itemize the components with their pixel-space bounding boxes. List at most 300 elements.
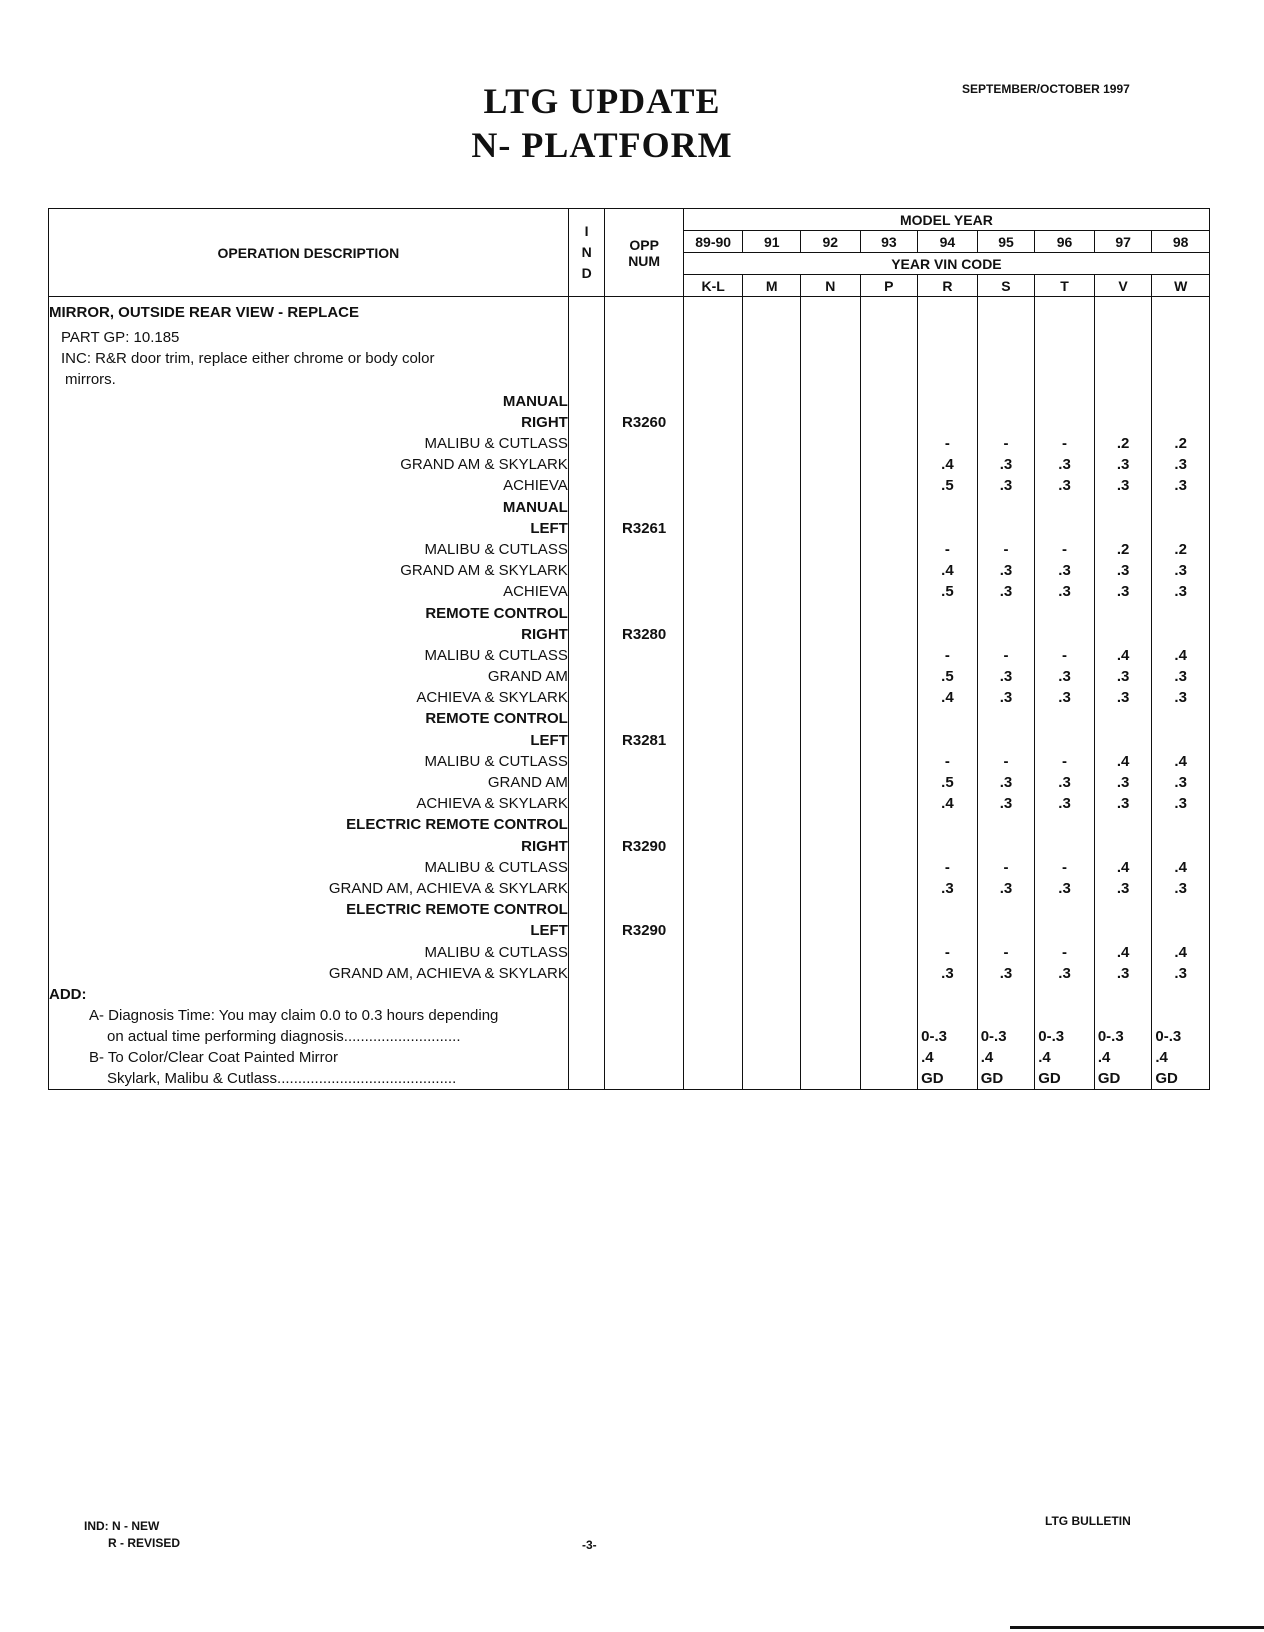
- labor-time-cell: [800, 454, 860, 475]
- operation-description: RIGHT: [49, 836, 569, 857]
- table-row: [49, 581, 1210, 602]
- ind-cell: [568, 539, 605, 560]
- labor-time-cell: [800, 772, 860, 793]
- labor-time-cell: [1152, 984, 1210, 1005]
- table-row: [49, 857, 1210, 878]
- opp-num-cell: [605, 814, 683, 835]
- labor-time-cell: [860, 454, 918, 475]
- labor-time-cell: [918, 836, 978, 857]
- labor-time-cell: [1035, 497, 1095, 518]
- labor-time-cell: [683, 518, 743, 539]
- ind-cell: [568, 1047, 605, 1068]
- operation-description: REMOTE CONTROL: [49, 708, 569, 729]
- labor-time-cell: [1094, 348, 1152, 369]
- table-row: [49, 327, 1210, 348]
- labor-time-cell: [683, 475, 743, 496]
- operation-description: PART GP: 10.185: [49, 327, 569, 348]
- ind-cell: [568, 878, 605, 899]
- ind-cell: [568, 1069, 605, 1090]
- labor-time-cell: -: [918, 433, 978, 454]
- ind-cell: [568, 645, 605, 666]
- labor-time-cell: [743, 814, 801, 835]
- labor-time-cell: [1094, 836, 1152, 857]
- labor-time-cell: .3: [977, 878, 1035, 899]
- operation-description: MALIBU & CUTLASS: [49, 645, 569, 666]
- ind-cell: [568, 941, 605, 962]
- ind-cell: [568, 1005, 605, 1026]
- opp-num-cell: [605, 581, 683, 602]
- labor-time-cell: GD: [1035, 1069, 1095, 1090]
- table-row: [49, 1047, 1210, 1068]
- table-row: [49, 687, 1210, 708]
- labor-time-cell: [683, 941, 743, 962]
- operation-description: GRAND AM & SKYLARK: [49, 454, 569, 475]
- labor-time-cell: 0-.3: [1152, 1026, 1210, 1047]
- labor-time-cell: [800, 984, 860, 1005]
- ind-cell: [568, 454, 605, 475]
- opp-num-header: [605, 209, 683, 297]
- labor-time-cell: [743, 645, 801, 666]
- labor-time-cell: .2: [1152, 433, 1210, 454]
- labor-time-cell: [977, 920, 1035, 941]
- labor-time-cell: [977, 518, 1035, 539]
- opp-num-cell: [605, 772, 683, 793]
- labor-time-cell: [683, 984, 743, 1005]
- labor-time-cell: [860, 772, 918, 793]
- operation-description: MALIBU & CUTLASS: [49, 751, 569, 772]
- labor-time-cell: [977, 497, 1035, 518]
- opp-num-cell: [605, 751, 683, 772]
- labor-time-cell: [1152, 297, 1210, 328]
- operation-description: LEFT: [49, 730, 569, 751]
- labor-time-cell: .3: [977, 581, 1035, 602]
- labor-time-cell: [743, 1069, 801, 1090]
- labor-time-cell: [977, 348, 1035, 369]
- labor-time-cell: -: [1035, 539, 1095, 560]
- table-row: [49, 730, 1210, 751]
- labor-time-cell: [743, 857, 801, 878]
- labor-time-cell: .3: [1035, 878, 1095, 899]
- labor-time-cell: [977, 412, 1035, 433]
- operation-description: Skylark, Malibu & Cutlass...........................................: [49, 1069, 569, 1090]
- labor-time-cell: [977, 899, 1035, 920]
- labor-time-cell: .3: [918, 878, 978, 899]
- ind-cell: [568, 391, 605, 412]
- table-row: [49, 1026, 1210, 1047]
- opp-num-cell: [605, 666, 683, 687]
- labor-time-cell: [860, 1069, 918, 1090]
- labor-time-cell: .4: [1094, 1047, 1152, 1068]
- labor-time-cell: [683, 602, 743, 623]
- labor-time-cell: .3: [1152, 963, 1210, 984]
- table-row: [49, 602, 1210, 623]
- labor-time-cell: [683, 1026, 743, 1047]
- labor-time-cell: [800, 297, 860, 328]
- labor-time-cell: [683, 687, 743, 708]
- ind-cell: [568, 920, 605, 941]
- labor-time-cell: [800, 1005, 860, 1026]
- operation-description: ELECTRIC REMOTE CONTROL: [49, 899, 569, 920]
- labor-time-cell: [683, 412, 743, 433]
- labor-time-cell: [800, 327, 860, 348]
- opp-num-cell: [605, 708, 683, 729]
- labor-time-cell: [860, 433, 918, 454]
- labor-time-cell: [743, 391, 801, 412]
- labor-time-cell: [683, 899, 743, 920]
- labor-time-cell: [1035, 412, 1095, 433]
- labor-time-cell: .3: [1094, 963, 1152, 984]
- labor-time-cell: .3: [1152, 878, 1210, 899]
- labor-time-cell: [683, 963, 743, 984]
- table-row: [49, 772, 1210, 793]
- labor-time-cell: [800, 348, 860, 369]
- table-row: [49, 391, 1210, 412]
- ind-cell: [568, 560, 605, 581]
- ind-cell: [568, 899, 605, 920]
- labor-time-cell: [1094, 624, 1152, 645]
- year-vin-code-header: YEAR VIN CODE: [683, 253, 1209, 275]
- labor-time-cell: [860, 751, 918, 772]
- labor-time-cell: [1035, 348, 1095, 369]
- labor-time-cell: [743, 1047, 801, 1068]
- labor-time-cell: .3: [1035, 454, 1095, 475]
- labor-time-cell: .4: [1152, 1047, 1210, 1068]
- labor-time-cell: [860, 814, 918, 835]
- labor-time-cell: .3: [1152, 793, 1210, 814]
- labor-time-cell: [977, 369, 1035, 390]
- labor-time-cell: [860, 708, 918, 729]
- labor-time-cell: .3: [1094, 687, 1152, 708]
- labor-time-cell: [918, 602, 978, 623]
- labor-time-cell: .3: [1152, 475, 1210, 496]
- operation-description: GRAND AM: [49, 666, 569, 687]
- ind-cell: [568, 433, 605, 454]
- labor-time-cell: [800, 1069, 860, 1090]
- labor-time-cell: [1094, 602, 1152, 623]
- labor-time-cell: .5: [918, 581, 978, 602]
- labor-time-cell: [977, 297, 1035, 328]
- labor-time-cell: .3: [1094, 560, 1152, 581]
- labor-time-cell: [1094, 297, 1152, 328]
- ind-cell: [568, 475, 605, 496]
- labor-time-cell: .5: [918, 772, 978, 793]
- labor-time-cell: [860, 857, 918, 878]
- labor-time-cell: [1035, 369, 1095, 390]
- table-row: [49, 751, 1210, 772]
- vin-code-cell: P: [860, 275, 918, 297]
- labor-time-cell: [918, 920, 978, 941]
- operation-description: mirrors.: [49, 369, 569, 390]
- labor-time-cell: [683, 814, 743, 835]
- labor-time-cell: [918, 1005, 978, 1026]
- year-header-cell: 92: [800, 231, 860, 253]
- labor-time-cell: [800, 730, 860, 751]
- opp-num-cell: [605, 857, 683, 878]
- labor-time-cell: .3: [1035, 687, 1095, 708]
- labor-time-cell: [800, 836, 860, 857]
- opp-num-cell: [605, 297, 683, 328]
- labor-time-cell: [860, 1047, 918, 1068]
- labor-time-cell: [683, 730, 743, 751]
- opp-num-cell: [605, 1026, 683, 1047]
- labor-time-cell: [860, 624, 918, 645]
- labor-time-cell: [683, 539, 743, 560]
- labor-time-cell: [977, 391, 1035, 412]
- opp-num-cell: R3260: [605, 412, 683, 433]
- labor-time-cell: [860, 297, 918, 328]
- year-header-cell: 95: [977, 231, 1035, 253]
- labor-time-cell: 0-.3: [1035, 1026, 1095, 1047]
- labor-time-cell: [800, 497, 860, 518]
- labor-time-cell: -: [1035, 941, 1095, 962]
- labor-time-cell: [1152, 836, 1210, 857]
- labor-time-cell: -: [918, 857, 978, 878]
- labor-time-cell: [800, 475, 860, 496]
- labor-time-cell: [800, 369, 860, 390]
- table-row: [49, 369, 1210, 390]
- labor-time-cell: [743, 454, 801, 475]
- labor-time-cell: [743, 433, 801, 454]
- labor-time-cell: [918, 984, 978, 1005]
- labor-time-cell: [860, 1005, 918, 1026]
- operation-description-header: OPERATION DESCRIPTION: [49, 209, 569, 297]
- vin-code-cell: S: [977, 275, 1035, 297]
- table-row: [49, 624, 1210, 645]
- labor-time-cell: [743, 581, 801, 602]
- labor-time-cell: .3: [1035, 666, 1095, 687]
- opp-num-cell: [605, 497, 683, 518]
- operation-description: ADD:: [49, 984, 569, 1005]
- ind-cell: [568, 708, 605, 729]
- ind-legend: [84, 1518, 180, 1552]
- labor-time-cell: -: [1035, 857, 1095, 878]
- labor-time-cell: .4: [918, 1047, 978, 1068]
- operation-description: MIRROR, OUTSIDE REAR VIEW - REPLACE: [49, 297, 569, 328]
- labor-time-cell: [918, 518, 978, 539]
- ind-cell: [568, 751, 605, 772]
- table-row: [49, 666, 1210, 687]
- labor-time-cell: [683, 1069, 743, 1090]
- labor-time-cell: [743, 793, 801, 814]
- table-row: [49, 963, 1210, 984]
- labor-time-cell: .4: [977, 1047, 1035, 1068]
- ind-cell: [568, 327, 605, 348]
- opp-num-cell: [605, 687, 683, 708]
- labor-time-cell: [977, 814, 1035, 835]
- opp-num-cell: [605, 878, 683, 899]
- labor-time-cell: [860, 666, 918, 687]
- vin-code-cell: V: [1094, 275, 1152, 297]
- labor-time-cell: [800, 666, 860, 687]
- year-header-cell: 98: [1152, 231, 1210, 253]
- labor-time-cell: [1152, 327, 1210, 348]
- ind-cell: [568, 687, 605, 708]
- labor-time-cell: [860, 920, 918, 941]
- labor-time-cell: [683, 1047, 743, 1068]
- labor-time-cell: .3: [1094, 475, 1152, 496]
- operation-description: MANUAL: [49, 497, 569, 518]
- labor-time-cell: [1152, 518, 1210, 539]
- labor-time-cell: [860, 348, 918, 369]
- labor-time-cell: -: [918, 751, 978, 772]
- labor-time-cell: [1094, 327, 1152, 348]
- labor-time-cell: .3: [977, 475, 1035, 496]
- ind-cell: [568, 297, 605, 328]
- operation-description: ACHIEVA & SKYLARK: [49, 793, 569, 814]
- labor-time-cell: .3: [918, 963, 978, 984]
- labor-time-cell: .3: [1152, 454, 1210, 475]
- labor-time-cell: -: [918, 645, 978, 666]
- labor-time-cell: [918, 348, 978, 369]
- labor-time-cell: .3: [977, 793, 1035, 814]
- labor-time-cell: [1094, 369, 1152, 390]
- labor-time-cell: [860, 687, 918, 708]
- ind-cell: [568, 412, 605, 433]
- ind-cell: [568, 602, 605, 623]
- labor-time-cell: [800, 751, 860, 772]
- operation-description: GRAND AM, ACHIEVA & SKYLARK: [49, 963, 569, 984]
- labor-time-cell: -: [977, 857, 1035, 878]
- labor-time-cell: [683, 878, 743, 899]
- ind-cell: [568, 793, 605, 814]
- labor-time-cell: -: [1035, 751, 1095, 772]
- labor-time-cell: [860, 560, 918, 581]
- labor-time-cell: .4: [1152, 751, 1210, 772]
- labor-time-cell: [800, 687, 860, 708]
- ind-cell: [568, 497, 605, 518]
- vin-code-cell: R: [918, 275, 978, 297]
- labor-time-cell: [860, 391, 918, 412]
- labor-time-cell: [743, 963, 801, 984]
- labor-time-cell: .4: [918, 793, 978, 814]
- labor-time-cell: [1152, 920, 1210, 941]
- labor-time-cell: [800, 899, 860, 920]
- labor-time-cell: [1094, 391, 1152, 412]
- year-header-cell: 91: [743, 231, 801, 253]
- labor-time-cell: .4: [1094, 941, 1152, 962]
- operation-description: GRAND AM & SKYLARK: [49, 560, 569, 581]
- labor-time-cell: [1094, 708, 1152, 729]
- labor-time-cell: [683, 433, 743, 454]
- ind-cell: [568, 836, 605, 857]
- labor-time-cell: [860, 518, 918, 539]
- labor-time-cell: [683, 297, 743, 328]
- labor-time-cell: [1094, 814, 1152, 835]
- labor-time-cell: [743, 369, 801, 390]
- ind-legend-new: IND: N - NEW: [84, 1519, 160, 1533]
- table-row: [49, 1005, 1210, 1026]
- labor-time-cell: [1035, 920, 1095, 941]
- opp-num-cell: [605, 369, 683, 390]
- opp-num-cell: R3290: [605, 836, 683, 857]
- labor-time-cell: [918, 814, 978, 835]
- ind-header-d: D: [581, 265, 592, 281]
- labor-time-cell: [743, 624, 801, 645]
- operation-description: ELECTRIC REMOTE CONTROL: [49, 814, 569, 835]
- labor-time-cell: [683, 751, 743, 772]
- labor-time-cell: [743, 708, 801, 729]
- labor-time-cell: [1035, 814, 1095, 835]
- operation-description: GRAND AM: [49, 772, 569, 793]
- labor-time-cell: [1152, 814, 1210, 835]
- labor-time-cell: 0-.3: [1094, 1026, 1152, 1047]
- labor-time-cell: [743, 687, 801, 708]
- labor-time-cell: [743, 836, 801, 857]
- year-header-cell: 97: [1094, 231, 1152, 253]
- labor-time-cell: [800, 433, 860, 454]
- operation-description: LEFT: [49, 920, 569, 941]
- labor-time-cell: [743, 1005, 801, 1026]
- labor-time-cell: -: [977, 539, 1035, 560]
- labor-time-cell: [800, 878, 860, 899]
- model-year-header: MODEL YEAR: [683, 209, 1209, 231]
- labor-time-cell: -: [977, 645, 1035, 666]
- labor-time-cell: [977, 708, 1035, 729]
- labor-time-cell: [683, 560, 743, 581]
- bottom-rule: [1010, 1626, 1264, 1629]
- labor-time-cell: .3: [977, 772, 1035, 793]
- opp-num-cell: R3290: [605, 920, 683, 941]
- opp-num-cell: [605, 963, 683, 984]
- labor-time-cell: GD: [918, 1069, 978, 1090]
- labor-time-cell: [1035, 518, 1095, 539]
- labor-time-cell: GD: [1094, 1069, 1152, 1090]
- labor-time-cell: .3: [977, 687, 1035, 708]
- labor-time-cell: .5: [918, 475, 978, 496]
- labor-time-cell: .4: [918, 560, 978, 581]
- labor-time-cell: -: [918, 941, 978, 962]
- labor-time-cell: [977, 1005, 1035, 1026]
- labor-time-cell: .3: [1094, 581, 1152, 602]
- labor-time-cell: [683, 454, 743, 475]
- labor-time-cell: [800, 560, 860, 581]
- page-number: -3-: [582, 1538, 597, 1552]
- labor-time-cell: [800, 963, 860, 984]
- labor-time-cell: .3: [1035, 581, 1095, 602]
- labor-time-cell: [683, 327, 743, 348]
- table-row: [49, 412, 1210, 433]
- labor-time-cell: [683, 666, 743, 687]
- operation-description: RIGHT: [49, 624, 569, 645]
- labor-time-cell: 0-.3: [977, 1026, 1035, 1047]
- labor-time-cell: [1035, 391, 1095, 412]
- labor-time-cell: .3: [1035, 475, 1095, 496]
- opp-num-cell: [605, 539, 683, 560]
- ind-cell: [568, 581, 605, 602]
- labor-time-cell: [743, 751, 801, 772]
- opp-num-cell: [605, 433, 683, 454]
- labor-time-cell: [1152, 730, 1210, 751]
- labor-time-cell: [683, 920, 743, 941]
- labor-time-cell: [860, 497, 918, 518]
- labor-time-cell: [800, 539, 860, 560]
- opp-num-cell: R3280: [605, 624, 683, 645]
- table-row: [49, 708, 1210, 729]
- table-row: [49, 539, 1210, 560]
- labor-time-cell: [683, 857, 743, 878]
- operation-description: on actual time performing diagnosis............................: [49, 1026, 569, 1047]
- table-body: [49, 297, 1210, 1090]
- labor-time-cell: [1152, 412, 1210, 433]
- labor-time-cell: [1035, 836, 1095, 857]
- labor-time-cell: [800, 941, 860, 962]
- labor-time-cell: [860, 602, 918, 623]
- labor-time-cell: [918, 327, 978, 348]
- labor-time-cell: [800, 581, 860, 602]
- labor-time-cell: [1094, 899, 1152, 920]
- labor-time-cell: [800, 518, 860, 539]
- operation-description: MANUAL: [49, 391, 569, 412]
